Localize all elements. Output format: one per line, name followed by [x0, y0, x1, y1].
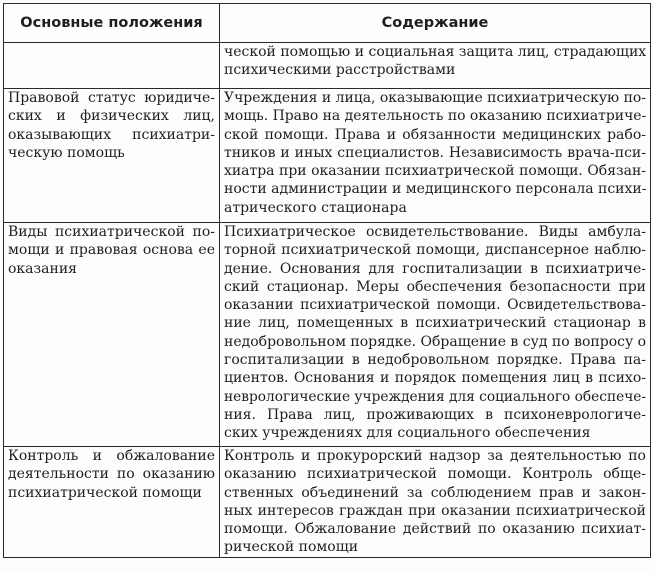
table-header-row [4, 4, 651, 43]
row-3-content-line: ние лиц, помещенных в психиатрический стационар в [224, 315, 646, 332]
row-3-content-line: торной психиатрической помощи, диспансерное наблю- [224, 242, 646, 259]
row-3-content-line: неврологические учреждения для социального обеспече- [224, 388, 647, 405]
row-2-content-line: ской помощи. Права и обязанности медицинских рабо- [224, 126, 646, 143]
row-3-content-line: ских учреждениях для социального обеспечения [224, 425, 591, 442]
row-1-content-line: психическими расстройствами [224, 62, 456, 79]
row-3-provision-line: мощи и правовая основа ее [8, 242, 215, 259]
psychiatric-law-table [3, 3, 651, 558]
row-2-provision-line: оказывающих психиатри- [8, 126, 215, 143]
header-content: Содержание [220, 4, 651, 43]
row-4-provision-line: Контроль и обжалование [8, 448, 215, 464]
row-4-provision-line: психиатрической помощи [8, 484, 202, 501]
row-2-provision-line: Правовой статус юридиче- [8, 90, 215, 106]
row-3-content-line: госпитализации в недобровольном порядке. Права па- [224, 352, 646, 369]
row-3-provision-line: оказания [8, 260, 78, 277]
row-2-provision-cell [4, 89, 220, 223]
row-2-provision-line: ческую помощь [8, 144, 125, 161]
table-row [4, 43, 651, 89]
header-main-provisions: Основные положения [4, 4, 220, 43]
row-3-content-line: ния. Права лиц, проживающих в психоневрологиче- [224, 406, 646, 423]
table-row [4, 447, 651, 558]
row-4-content-line: ных интересов граждан при оказании психиатрической [224, 502, 646, 519]
row-1-content-line: ческой помощью и социальная защита лиц, страдающих [224, 44, 647, 60]
row-3-content-line: дение. Основания для госпитализации в психиатриче- [224, 260, 646, 277]
row-1-provision-cell [4, 43, 220, 89]
row-4-content-line: Контроль и прокурорский надзор за деятельностью по [224, 448, 646, 464]
row-1-content-cell [220, 43, 651, 89]
row-3-provision-line: Виды психиатрической по- [8, 224, 215, 240]
row-3-content-line: оказании психиатрической помощи. Освидетельствова- [224, 297, 646, 314]
row-4-content-line: помощи. Обжалование действий по оказанию психиат- [224, 521, 646, 538]
row-2-content-line: мощь. Право на деятельность по оказанию психиатриче- [224, 108, 647, 125]
row-2-content-line: Учреждения и лица, оказывающие психиатрическую по- [224, 90, 646, 106]
row-2-content-line: атрического стационара [224, 199, 407, 216]
table-row [4, 89, 651, 223]
row-4-content-line: ственных объединений за соблюдением прав и закон- [224, 484, 646, 501]
row-2-content-line: тников и иных специалистов. Независимость врача-пси- [224, 144, 646, 161]
row-4-content-cell [220, 447, 651, 558]
row-4-content-line: оказанию психиатрической помощи. Контроль обще- [224, 466, 646, 483]
row-3-content-line: Психиатрическое освидетельствование. Виды амбула- [224, 224, 646, 240]
row-3-content-line: циентов. Основания и порядок помещения лиц в психо- [224, 370, 646, 387]
row-3-provision-cell [4, 223, 220, 447]
row-2-content-line: хиатра при оказании психиатрической помощи. Обязан- [224, 163, 646, 180]
row-3-content-line: ский стационар. Меры обеспечения безопасности при [224, 278, 646, 295]
row-2-content-line: ности администрации и медицинского персонала психи- [224, 181, 647, 198]
row-2-provision-line: ских и физических лиц, [8, 108, 215, 125]
row-2-content-cell [220, 89, 651, 223]
table-row [4, 223, 651, 447]
row-3-content-cell [220, 223, 651, 447]
row-4-content-line: рической помощи [224, 539, 359, 556]
row-3-content-line: недобровольном порядке. Обращение в суд по вопросу о [224, 333, 647, 350]
row-4-provision-cell [4, 447, 220, 558]
row-4-provision-line: деятельности по оказанию [8, 466, 215, 483]
